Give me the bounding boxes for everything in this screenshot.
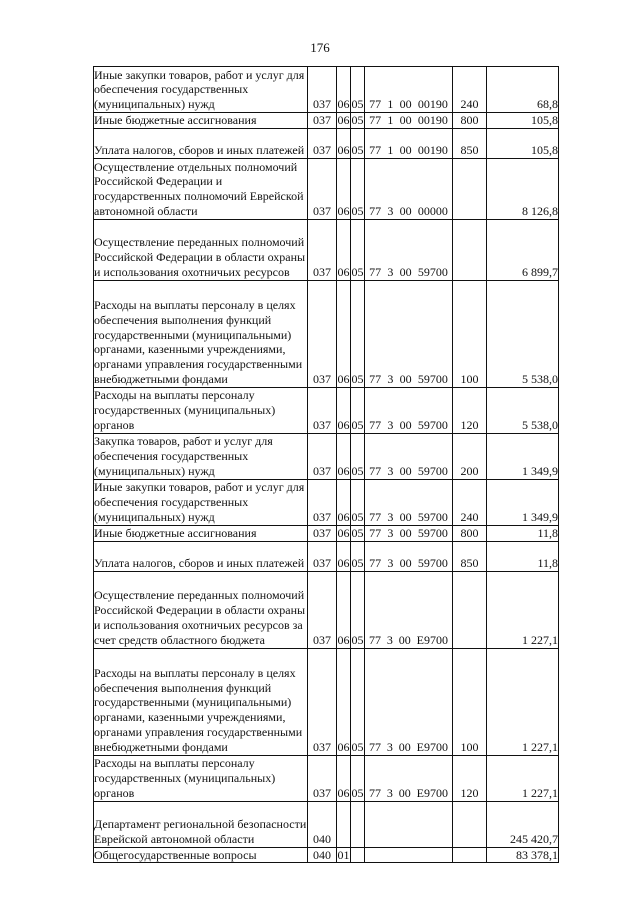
row-amount: 245 420,7 (487, 801, 559, 847)
row-target-article-code (365, 525, 453, 541)
row-expense-type-code (453, 801, 487, 847)
row-expense-type-code: 120 (453, 387, 487, 433)
target-article-part: 00 (399, 143, 412, 157)
target-article-part: 00 (399, 204, 412, 218)
row-expense-type-code: 240 (453, 67, 487, 113)
row-section-code: 06 (337, 280, 351, 387)
target-article-part: 00 (399, 418, 412, 432)
row-target-article-code (365, 847, 453, 863)
target-article-part: 3 (387, 464, 394, 478)
row-grbs-code: 037 (308, 219, 337, 280)
row-grbs-code: 037 (308, 571, 337, 648)
row-target-article-code (365, 219, 453, 280)
table-row (94, 158, 559, 219)
target-article-part: 59700 (417, 265, 448, 279)
row-grbs-code: 037 (308, 433, 337, 479)
row-amount: 105,8 (487, 128, 559, 158)
page-number: 176 (310, 40, 330, 55)
row-subsection-code: 05 (351, 128, 365, 158)
target-article-part: 77 (369, 265, 382, 279)
row-subsection-code: 05 (351, 280, 365, 387)
row-grbs-code: 037 (308, 387, 337, 433)
target-article-part: 3 (387, 372, 394, 386)
table-row (94, 280, 559, 387)
target-article-part: E9700 (416, 739, 449, 754)
table-row (94, 847, 559, 863)
target-article-part: 00 (399, 265, 412, 279)
row-grbs-code: 037 (308, 479, 337, 525)
row-grbs-code: 037 (308, 67, 337, 113)
row-subsection-code: 05 (351, 648, 365, 755)
row-section-code: 06 (337, 479, 351, 525)
target-article-part: 3 (387, 265, 394, 279)
row-section-code: 06 (337, 571, 351, 648)
row-section-code: 06 (337, 755, 351, 801)
row-name: Осуществление переданных полномочий Российской Федерации в области охраны и использования охотничьих ресурсов (94, 219, 308, 280)
row-amount: 6 899,7 (487, 219, 559, 280)
row-expense-type-code: 850 (453, 128, 487, 158)
row-subsection-code: 05 (351, 433, 365, 479)
row-subsection-code: 05 (351, 113, 364, 127)
row-target-article-code (365, 479, 453, 525)
row-expense-type-code: 100 (453, 280, 487, 387)
target-article-part: 1 (387, 97, 394, 112)
target-article-part: 00 (399, 525, 412, 540)
table-row (94, 525, 559, 541)
target-article-part: 77 (369, 113, 382, 127)
row-name: Уплата налогов, сборов и иных платежей (94, 128, 308, 158)
target-article-part: 00 (398, 785, 411, 800)
row-expense-type-code: 800 (453, 113, 487, 129)
row-grbs-code: 040 (308, 847, 337, 863)
target-article-part: 00 (399, 113, 412, 127)
target-article-part: 77 (369, 555, 382, 570)
target-article-part: 77 (369, 97, 382, 112)
target-article-part: 00 (399, 372, 412, 386)
row-subsection-code: 05 (351, 525, 364, 540)
row-expense-type-code: 120 (453, 755, 487, 801)
table-row (94, 541, 559, 571)
table-row (94, 479, 559, 525)
row-name: Иные закупки товаров, работ и услуг для обеспечения государственных (муниципальных) нужд (94, 67, 308, 113)
row-grbs-code: 037 (308, 280, 337, 387)
row-amount: 83 378,1 (487, 847, 559, 863)
target-article-part: 3 (387, 204, 394, 218)
budget-table-body (94, 67, 559, 863)
target-article-part: 59700 (417, 372, 448, 386)
target-article-part: 3 (387, 555, 394, 570)
row-subsection-code: 05 (351, 479, 365, 525)
target-article-part: 77 (368, 785, 381, 800)
table-row (94, 801, 559, 847)
row-target-article-code (365, 433, 453, 479)
target-article-part: 00 (399, 464, 412, 478)
row-target-article-code (365, 280, 453, 387)
target-article-part: 77 (368, 739, 381, 754)
row-target-article-code (365, 67, 453, 113)
row-amount: 1 227,1 (487, 755, 559, 801)
budget-table (93, 66, 559, 863)
row-subsection-code (351, 801, 365, 847)
target-article-part: 59700 (417, 525, 448, 540)
row-section-code: 06 (337, 648, 351, 755)
row-section-code: 01 (337, 847, 350, 862)
row-name: Иные бюджетные ассигнования (94, 113, 308, 129)
target-article-part: 3 (386, 739, 393, 754)
row-expense-type-code: 850 (453, 541, 487, 571)
row-grbs-code: 037 (308, 113, 337, 129)
row-expense-type-code (453, 158, 487, 219)
row-section-code: 06 (337, 541, 351, 571)
row-amount: 5 538,0 (487, 387, 559, 433)
target-article-part: 77 (368, 632, 381, 647)
row-grbs-code: 037 (308, 755, 337, 801)
row-section-code: 06 (337, 158, 351, 219)
target-article-part: 77 (369, 372, 382, 386)
row-name: Общегосударственные вопросы (94, 847, 308, 863)
target-article-part: 77 (369, 464, 382, 478)
row-grbs-code: 037 (308, 541, 337, 571)
row-target-article-code (365, 158, 453, 219)
row-target-article-code (365, 801, 453, 847)
table-row (94, 648, 559, 755)
row-amount: 1 349,9 (487, 433, 559, 479)
row-amount: 1 349,9 (487, 479, 559, 525)
target-article-part: 00000 (417, 204, 448, 218)
target-article-part: 3 (387, 510, 394, 524)
table-row (94, 571, 559, 648)
row-name: Осуществление отдельных полномочий Российской Федерации и государственных полномочий Еврейской автономной области (94, 158, 308, 219)
row-expense-type-code: 240 (453, 479, 487, 525)
row-subsection-code: 05 (351, 387, 365, 433)
row-subsection-code: 05 (351, 158, 365, 219)
row-grbs-code: 037 (308, 525, 337, 541)
row-name: Иные бюджетные ассигнования (94, 525, 308, 541)
row-grbs-code: 037 (308, 158, 337, 219)
row-target-article-code (365, 755, 453, 801)
target-article-part: 77 (369, 143, 382, 157)
target-article-part: 00 (399, 97, 412, 112)
row-subsection-code: 05 (351, 67, 365, 113)
target-article-part: 59700 (417, 510, 448, 524)
table-row (94, 67, 559, 113)
row-name: Осуществление переданных полномочий Российской Федерации в области охраны и использования охотничьих ресурсов за счет средств областного бюджета (94, 571, 308, 648)
row-target-article-code (365, 387, 453, 433)
row-section-code: 06 (337, 387, 351, 433)
target-article-part: 59700 (417, 464, 448, 478)
row-amount: 1 227,1 (487, 648, 559, 755)
target-article-part: 59700 (417, 555, 448, 570)
target-article-part: E9700 (416, 785, 449, 800)
target-article-part: 00190 (417, 97, 448, 112)
row-name: Расходы на выплаты персоналу в целях обеспечения выполнения функций государственными (муниципальными) органами, казенными учреждениями, органами управления государственными внебюджетными фондами (94, 280, 308, 387)
target-article-part: 59700 (417, 418, 448, 432)
row-grbs-code: 037 (308, 128, 337, 158)
target-article-part: 77 (369, 525, 382, 540)
row-section-code: 06 (337, 433, 351, 479)
target-article-part: 00 (398, 632, 411, 647)
row-subsection-code: 05 (351, 571, 365, 648)
target-article-part: 77 (369, 204, 382, 218)
row-name: Закупка товаров, работ и услуг для обеспечения государственных (муниципальных) нужд (94, 433, 308, 479)
table-row (94, 387, 559, 433)
row-target-article-code (365, 648, 453, 755)
row-subsection-code: 05 (351, 541, 365, 571)
row-section-code: 06 (337, 67, 351, 113)
row-grbs-code: 037 (308, 648, 337, 755)
row-subsection-code: 05 (351, 219, 365, 280)
target-article-part: 1 (387, 143, 394, 157)
table-row (94, 755, 559, 801)
row-amount: 68,8 (487, 67, 559, 113)
row-expense-type-code (453, 847, 487, 863)
row-name: Расходы на выплаты персоналу государственных (муниципальных) органов (94, 387, 308, 433)
row-target-article-code (365, 113, 453, 129)
row-amount: 1 227,1 (487, 571, 559, 648)
target-article-part: 77 (369, 510, 382, 524)
target-article-part: 00190 (417, 143, 448, 157)
target-article-part: 3 (386, 785, 393, 800)
row-expense-type-code: 200 (453, 433, 487, 479)
row-name: Департамент региональной безопасности Еврейской автономной области (94, 801, 308, 847)
row-amount: 5 538,0 (487, 280, 559, 387)
row-name: Уплата налогов, сборов и иных платежей (94, 541, 308, 571)
row-section-code (337, 801, 351, 847)
row-target-article-code (365, 571, 453, 648)
target-article-part: 1 (387, 113, 394, 127)
row-subsection-code (351, 847, 365, 863)
target-article-part: 00 (399, 510, 412, 524)
row-expense-type-code: 800 (453, 525, 487, 541)
row-name: Иные закупки товаров, работ и услуг для обеспечения государственных (муниципальных) нужд (94, 479, 308, 525)
target-article-part: 3 (387, 525, 394, 540)
row-grbs-code: 040 (308, 801, 337, 847)
row-amount: 11,8 (487, 525, 559, 541)
row-name: Расходы на выплаты персоналу государственных (муниципальных) органов (94, 755, 308, 801)
row-amount: 11,8 (487, 541, 559, 571)
table-row (94, 433, 559, 479)
row-section-code: 06 (337, 128, 351, 158)
table-row (94, 113, 559, 129)
row-section-code: 06 (337, 525, 350, 540)
target-article-part: 77 (369, 418, 382, 432)
target-article-part: 3 (386, 632, 393, 647)
row-section-code: 06 (337, 113, 350, 127)
row-name: Расходы на выплаты персоналу в целях обеспечения выполнения функций государственными (муниципальными) органами, казенными учреждениями, органами управления государственными внебюджетными фондами (94, 648, 308, 755)
target-article-part: 3 (387, 418, 394, 432)
table-row (94, 219, 559, 280)
target-article-part: 00 (398, 739, 411, 754)
table-row (94, 128, 559, 158)
row-expense-type-code (453, 219, 487, 280)
target-article-part: 00 (399, 555, 412, 570)
target-article-part: E9700 (416, 632, 449, 647)
row-target-article-code (365, 541, 453, 571)
row-expense-type-code: 100 (453, 648, 487, 755)
row-amount: 8 126,8 (487, 158, 559, 219)
row-expense-type-code (453, 571, 487, 648)
row-target-article-code (365, 128, 453, 158)
row-subsection-code: 05 (351, 755, 365, 801)
target-article-part: 00190 (417, 113, 448, 127)
row-amount: 105,8 (487, 113, 559, 129)
row-section-code: 06 (337, 219, 351, 280)
